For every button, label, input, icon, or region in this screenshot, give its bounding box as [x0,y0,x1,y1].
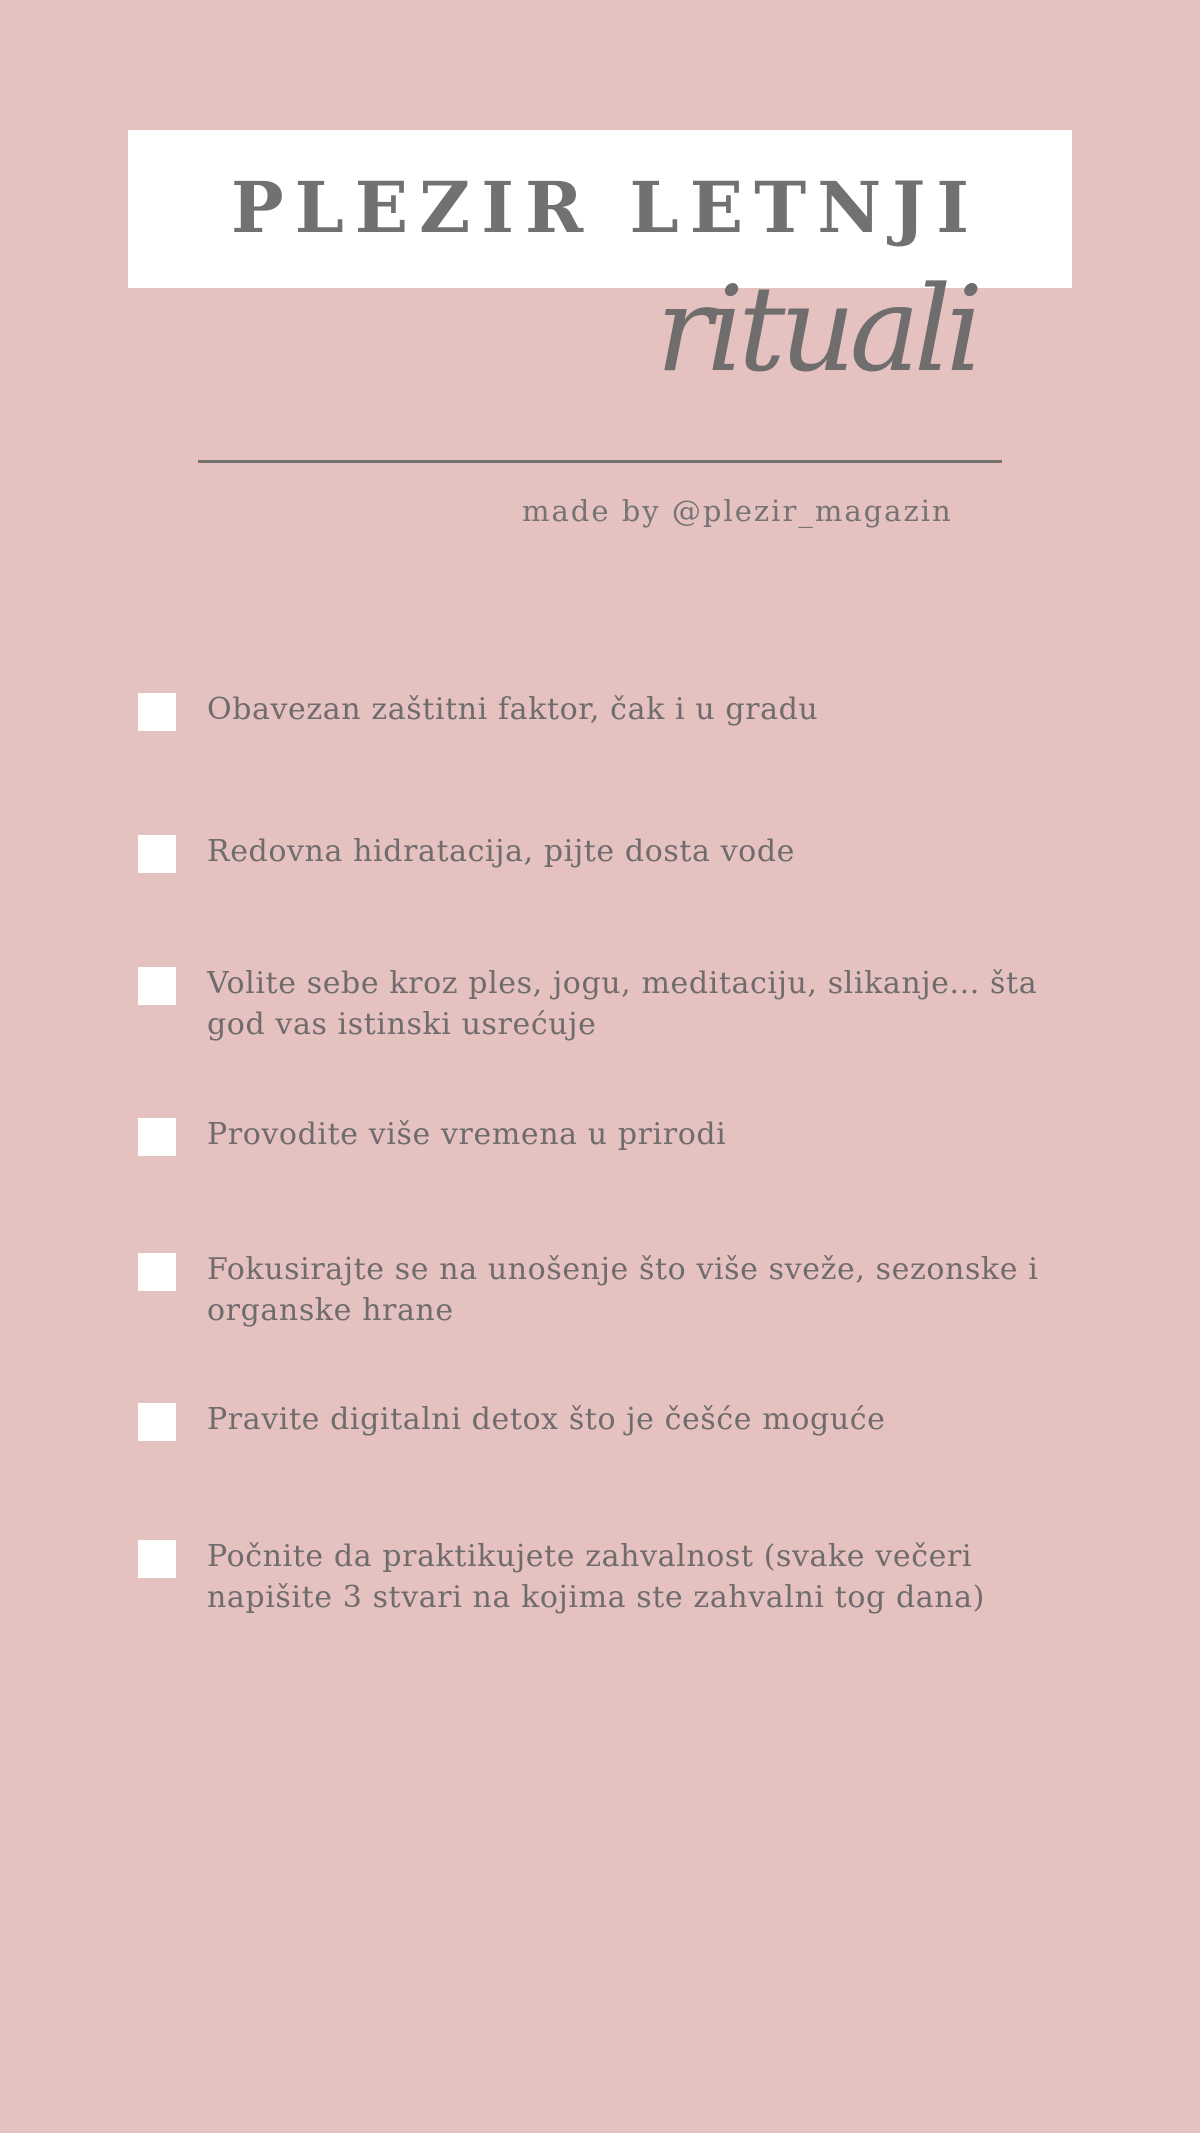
checkbox[interactable] [138,1118,176,1156]
checklist-item-text: Počnite da praktikujete zahvalnost (svake večeri napišite 3 stvari na kojima ste zahvalni tog dana) [207,1539,985,1615]
checkbox[interactable] [138,967,176,1005]
checkbox[interactable] [138,1540,176,1578]
checklist-item-text: Redovna hidratacija, pijte dosta vode [207,834,795,869]
divider [198,460,1002,463]
checklist-item-text: Pravite digitalni detox što je češće moguće [207,1402,886,1437]
checkbox[interactable] [138,1403,176,1441]
page-title: PLEZIR LETNJI [230,165,981,249]
checkbox[interactable] [138,693,176,731]
checkbox[interactable] [138,835,176,873]
script-subtitle-text: rituali [656,260,978,398]
checklist-item-text: Volite sebe kroz ples, jogu, meditaciju, slikanje... šta god vas istinski usrećuje [207,966,1038,1042]
checklist-item-text: Obavezan zaštitni faktor, čak i u gradu [207,692,819,727]
checklist-item-text: Fokusirajte se na unošenje što više sveže, sezonske i organske hrane [207,1252,1039,1328]
checkbox[interactable] [138,1253,176,1291]
credit-text: made by @plezir_magazin [522,494,953,528]
checklist-item-text: Provodite više vremena u prirodi [207,1117,727,1152]
script-subtitle [650,252,978,432]
